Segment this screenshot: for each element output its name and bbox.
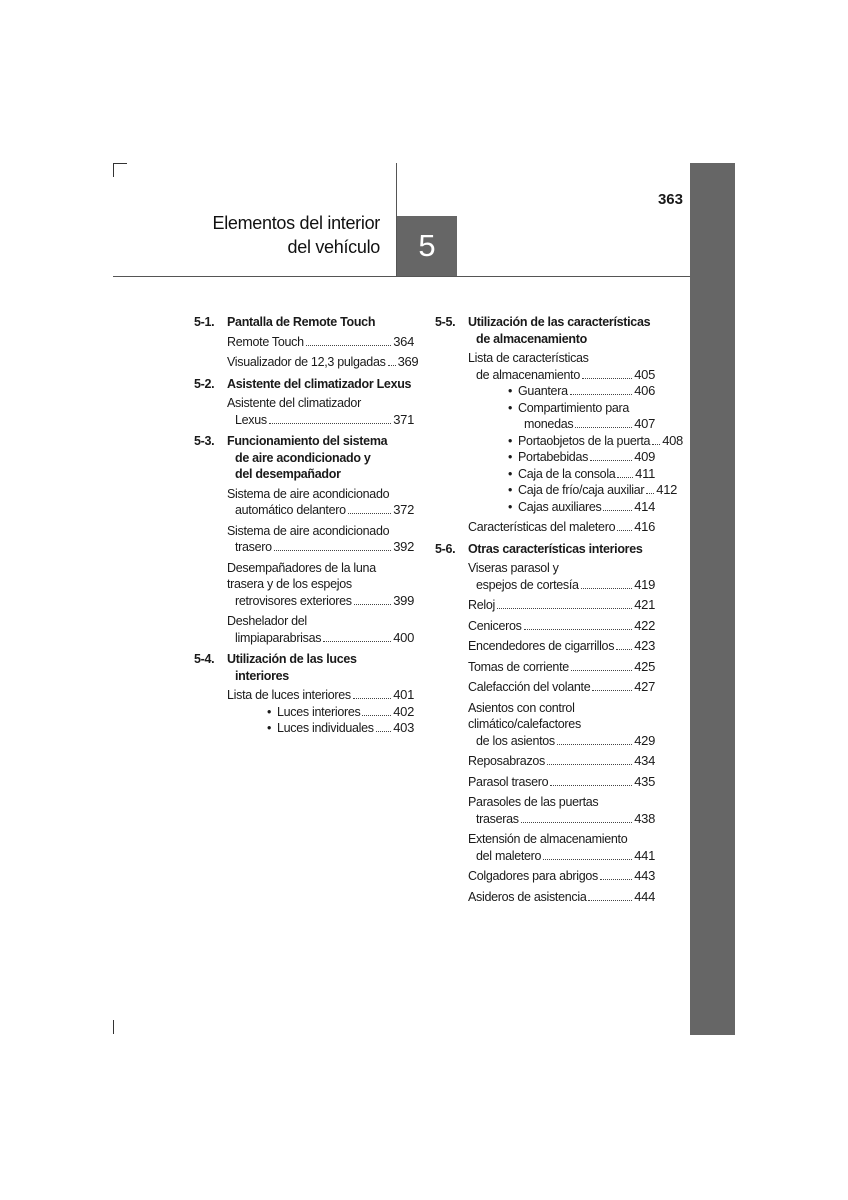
entry-line	[227, 630, 414, 647]
chapter-title-line1: Elementos del interior	[212, 213, 380, 233]
entry-line	[468, 659, 655, 676]
bullet-icon: •	[508, 499, 513, 514]
bullet-icon: •	[508, 384, 513, 398]
entry-line	[468, 638, 655, 655]
entry-text: limpiaparabrisas	[235, 630, 322, 645]
subentry-page-number: 409	[634, 449, 655, 464]
leader-dots	[616, 649, 632, 650]
toc-subentry[interactable]	[508, 400, 655, 433]
subentry-page-number: 403	[393, 720, 414, 735]
section-title	[227, 314, 414, 331]
toc-column-left	[194, 313, 419, 741]
section-title-line: del desempañador	[235, 467, 341, 481]
section-heading[interactable]	[194, 650, 414, 687]
subentry-text-line: Compartimiento para	[518, 400, 630, 415]
section-number: 5-4.	[194, 652, 215, 666]
entry-line	[227, 502, 414, 519]
toc-entry[interactable]	[227, 613, 414, 646]
toc-entry[interactable]	[468, 868, 655, 885]
entry-text-line: Lista de características	[468, 351, 589, 365]
entry-page-number: 399	[393, 592, 414, 608]
entry-line	[468, 618, 655, 635]
entry-text: traseras	[476, 811, 519, 826]
subentry-text: Caja de la consola	[518, 466, 616, 481]
leader-dots	[376, 731, 391, 732]
entry-text: Visualizador de 12,3 pulgadas	[227, 355, 386, 369]
leader-dots	[652, 444, 660, 445]
entry-text: Parasol trasero	[468, 774, 549, 789]
toc-entry[interactable]	[468, 794, 655, 827]
entry-line	[468, 597, 655, 614]
entry-page-number: 434	[634, 753, 655, 768]
toc-entry[interactable]	[468, 753, 655, 770]
leader-dots	[581, 588, 633, 589]
entry-text: del maletero	[476, 848, 542, 863]
leader-dots	[497, 608, 632, 609]
entry-page-number: 401	[393, 687, 414, 702]
subentry-line	[508, 383, 655, 400]
entry-page-number: 400	[393, 629, 414, 645]
leader-dots	[362, 715, 391, 716]
entry-page-number: 364	[393, 333, 414, 349]
entry-page-number: 372	[393, 502, 414, 517]
subentry-text: Guantera	[518, 384, 568, 398]
entry-text: Colgadores para abrigos	[468, 869, 598, 883]
section-title-line: de aire acondicionado y	[235, 450, 371, 465]
section-title-line: Pantalla de Remote Touch	[227, 315, 376, 329]
entry-text-line: Viseras parasol y	[468, 561, 559, 575]
chapter-side-tab	[690, 163, 735, 1035]
leader-dots	[603, 510, 632, 511]
entry-line	[468, 889, 655, 906]
entry-page-number: 421	[634, 597, 655, 612]
section-number: 5-2.	[194, 376, 215, 391]
entry-text-line: Sistema de aire acondicionado	[227, 486, 390, 501]
chapter-number-box: 5	[397, 216, 457, 276]
leader-dots	[570, 394, 632, 395]
toc-section	[435, 540, 655, 906]
section-heading[interactable]	[194, 432, 414, 486]
leader-dots	[575, 427, 632, 428]
toc-subentry[interactable]	[508, 432, 683, 450]
leader-dots	[592, 690, 632, 691]
entry-page-number: 369	[397, 354, 419, 369]
subentry-line	[508, 482, 678, 499]
entry-page-number: 392	[393, 539, 414, 554]
entry-page-number: 429	[634, 732, 655, 748]
toc-subentry[interactable]	[508, 449, 655, 466]
leader-dots	[588, 900, 632, 901]
subentry-line	[267, 720, 414, 737]
subentry-text: Portabebidas	[518, 450, 589, 464]
subentry-page-number: 407	[634, 416, 655, 431]
subentry-text: Caja de frío/caja auxiliar	[518, 483, 645, 497]
subentry-text: Portaobjetos de la puerta	[518, 433, 651, 448]
section-heading[interactable]	[194, 313, 414, 334]
section-title-line: Asistente del climatizador Lexus	[227, 376, 412, 391]
subentry-text: Cajas auxiliares	[518, 499, 602, 514]
entry-page-number: 441	[634, 847, 655, 863]
toc-entry[interactable]	[468, 679, 655, 696]
toc-entry[interactable]	[468, 350, 683, 515]
entry-text: Características del maletero	[468, 520, 616, 534]
section-title	[227, 433, 414, 483]
leader-dots	[524, 629, 633, 630]
toc-entry[interactable]	[468, 597, 655, 614]
section-heading[interactable]	[194, 375, 414, 396]
entry-page-number: 444	[634, 888, 655, 904]
toc-entry[interactable]	[468, 618, 655, 635]
entry-text: Calefacción del volante	[468, 680, 591, 694]
entry-text: Lista de luces interiores	[227, 688, 351, 702]
bullet-icon: •	[267, 721, 272, 735]
entry-line	[468, 753, 655, 770]
entry-line	[468, 848, 655, 865]
leader-dots	[557, 744, 632, 745]
entry-page-number: 427	[634, 679, 655, 694]
toc-subentry[interactable]	[508, 499, 655, 516]
entry-text: Reposabrazos	[468, 754, 546, 768]
entry-page-number: 425	[634, 658, 655, 674]
entry-text-line: Desempañadores de la luna	[227, 560, 376, 575]
entry-line	[468, 733, 655, 750]
entry-text-line: Parasoles de las puertas	[468, 795, 599, 809]
subentry-page-number: 402	[393, 703, 414, 719]
entry-page-number: 405	[634, 366, 655, 382]
entry-text-line: Asistente del climatizador	[227, 396, 361, 410]
bullet-icon: •	[508, 400, 513, 415]
leader-dots	[582, 378, 632, 379]
subentry-text: monedas	[524, 417, 574, 431]
entry-page-number: 371	[393, 411, 414, 427]
entry-line	[468, 679, 655, 696]
entry-line	[468, 868, 655, 885]
entry-line	[468, 577, 655, 594]
section-heading[interactable]	[435, 540, 655, 561]
section-title-line: Funcionamiento del sistema	[227, 434, 388, 448]
toc-entry[interactable]	[468, 774, 655, 791]
entry-text: de almacenamiento	[476, 367, 580, 382]
leader-dots	[353, 698, 391, 699]
toc-entry[interactable]	[468, 560, 655, 593]
entry-page-number: 416	[634, 519, 655, 534]
entry-page-number: 438	[634, 810, 655, 826]
toc-entry[interactable]	[227, 523, 414, 556]
section-title-line: Utilización de las características	[468, 315, 651, 329]
toc-entry[interactable]	[227, 395, 414, 428]
leader-dots	[348, 513, 391, 514]
toc-entry[interactable]	[227, 334, 414, 351]
leader-dots	[269, 423, 391, 424]
section-number: 5-5.	[435, 315, 456, 329]
bullet-icon: •	[508, 483, 513, 497]
bullet-icon: •	[508, 433, 513, 448]
entry-line	[227, 593, 414, 610]
crop-mark-top	[113, 163, 127, 177]
bullet-icon: •	[508, 466, 513, 481]
bullet-icon: •	[267, 704, 272, 719]
entry-text: Encendedores de cigarrillos	[468, 639, 615, 653]
leader-dots	[306, 345, 391, 346]
leader-dots	[590, 460, 632, 461]
toc-section	[194, 650, 414, 737]
toc-subentry[interactable]	[267, 720, 414, 737]
entry-page-number: 423	[634, 638, 655, 653]
entry-page-number: 435	[634, 773, 655, 789]
toc-subentry[interactable]	[508, 482, 678, 499]
page-number: 363	[657, 191, 683, 208]
toc-section	[194, 375, 414, 429]
leader-dots	[550, 785, 632, 786]
subentry-page-number: 414	[634, 498, 655, 514]
entry-line	[468, 774, 655, 791]
toc-entry[interactable]	[227, 486, 414, 519]
entry-text: Ceniceros	[468, 618, 522, 633]
subentry-line	[508, 416, 655, 433]
leader-dots	[354, 604, 391, 605]
entry-line	[468, 811, 655, 828]
leader-dots	[547, 764, 632, 765]
leader-dots	[543, 859, 632, 860]
entry-text: Reloj	[468, 598, 495, 612]
entry-text-line: Sistema de aire acondicionado	[227, 523, 390, 538]
toc-entry[interactable]	[227, 687, 414, 737]
toc-section	[194, 313, 419, 371]
toc-section	[194, 432, 414, 646]
toc-column-right	[435, 313, 683, 909]
entry-line	[468, 367, 655, 384]
subentry-text: Luces individuales	[277, 721, 374, 735]
subentry-line	[508, 449, 655, 466]
subentry-page-number: 411	[635, 465, 655, 481]
toc-subentry[interactable]	[508, 383, 655, 400]
section-heading[interactable]	[435, 313, 655, 350]
leader-dots	[323, 641, 391, 642]
chapter-title	[213, 211, 381, 259]
section-title	[227, 651, 414, 684]
section-number: 5-6.	[435, 541, 456, 556]
entry-text-line: climático/calefactores	[468, 717, 581, 731]
leader-dots	[646, 493, 654, 494]
toc-entry[interactable]	[468, 831, 655, 864]
leader-dots	[617, 530, 632, 531]
toc-entry[interactable]	[468, 659, 655, 676]
entry-text: Lexus	[235, 412, 267, 427]
section-title-line: Otras características interiores	[468, 541, 643, 556]
entry-text-line: Asientos con control	[468, 700, 575, 715]
entry-text-line: Extensión de almacenamiento	[468, 832, 628, 846]
entry-text: de los asientos	[476, 733, 555, 748]
subentry-page-number: 412	[656, 482, 678, 497]
subentry-line	[508, 499, 655, 516]
entry-text: automático delantero	[235, 503, 346, 517]
entry-text: espejos de cortesía	[476, 577, 579, 592]
leader-dots	[617, 477, 633, 478]
toc-entry[interactable]	[227, 354, 419, 371]
subentry-first-line	[508, 400, 655, 417]
subentry-line	[508, 432, 683, 450]
subentry-page-number: 408	[662, 432, 683, 448]
toc-section	[435, 313, 683, 536]
toc-entry[interactable]	[227, 560, 414, 610]
entry-text-line: trasera y de los espejos	[227, 577, 352, 591]
toc-entry[interactable]	[468, 638, 655, 655]
section-number: 5-1.	[194, 315, 215, 329]
entry-text: retrovisores exteriores	[235, 593, 352, 608]
entry-page-number: 422	[634, 617, 655, 633]
section-title	[468, 541, 655, 558]
section-title-line: interiores	[235, 668, 289, 683]
entry-text: Tomas de corriente	[468, 659, 569, 674]
entry-line	[227, 539, 414, 556]
header-horizontal-rule	[113, 276, 691, 277]
entry-page-number: 419	[634, 576, 655, 592]
entry-line	[227, 334, 414, 351]
entry-line	[227, 687, 414, 704]
toc-entry[interactable]	[468, 889, 655, 906]
subentry-line	[508, 466, 655, 483]
entry-text: trasero	[235, 540, 272, 554]
leader-dots	[600, 879, 632, 880]
toc-subentry[interactable]	[508, 466, 655, 483]
chapter-title-line2: del vehículo	[287, 237, 380, 257]
section-number: 5-3.	[194, 434, 215, 448]
section-title-line: Utilización de las luces	[227, 652, 357, 666]
toc-entry[interactable]	[468, 519, 655, 536]
entry-line	[227, 354, 419, 371]
entry-line	[227, 412, 414, 429]
entry-text: Asideros de asistencia	[468, 889, 587, 904]
subentry-line	[267, 704, 414, 721]
subentry-text: Luces interiores	[277, 704, 361, 719]
entry-page-number: 443	[634, 868, 655, 883]
crop-mark-bottom	[113, 1020, 114, 1034]
leader-dots	[388, 365, 396, 366]
section-title-line: de almacenamiento	[476, 331, 587, 346]
entry-text-line: Deshelador del	[227, 614, 307, 628]
toc-subentry[interactable]	[267, 704, 414, 721]
entry-text: Remote Touch	[227, 334, 304, 349]
section-title	[227, 376, 414, 393]
leader-dots	[571, 670, 632, 671]
leader-dots	[274, 550, 391, 551]
section-title	[468, 314, 655, 347]
subentry-page-number: 406	[634, 383, 655, 398]
bullet-icon: •	[508, 450, 513, 464]
entry-line	[468, 519, 655, 536]
leader-dots	[521, 822, 632, 823]
toc-entry[interactable]	[468, 700, 655, 750]
